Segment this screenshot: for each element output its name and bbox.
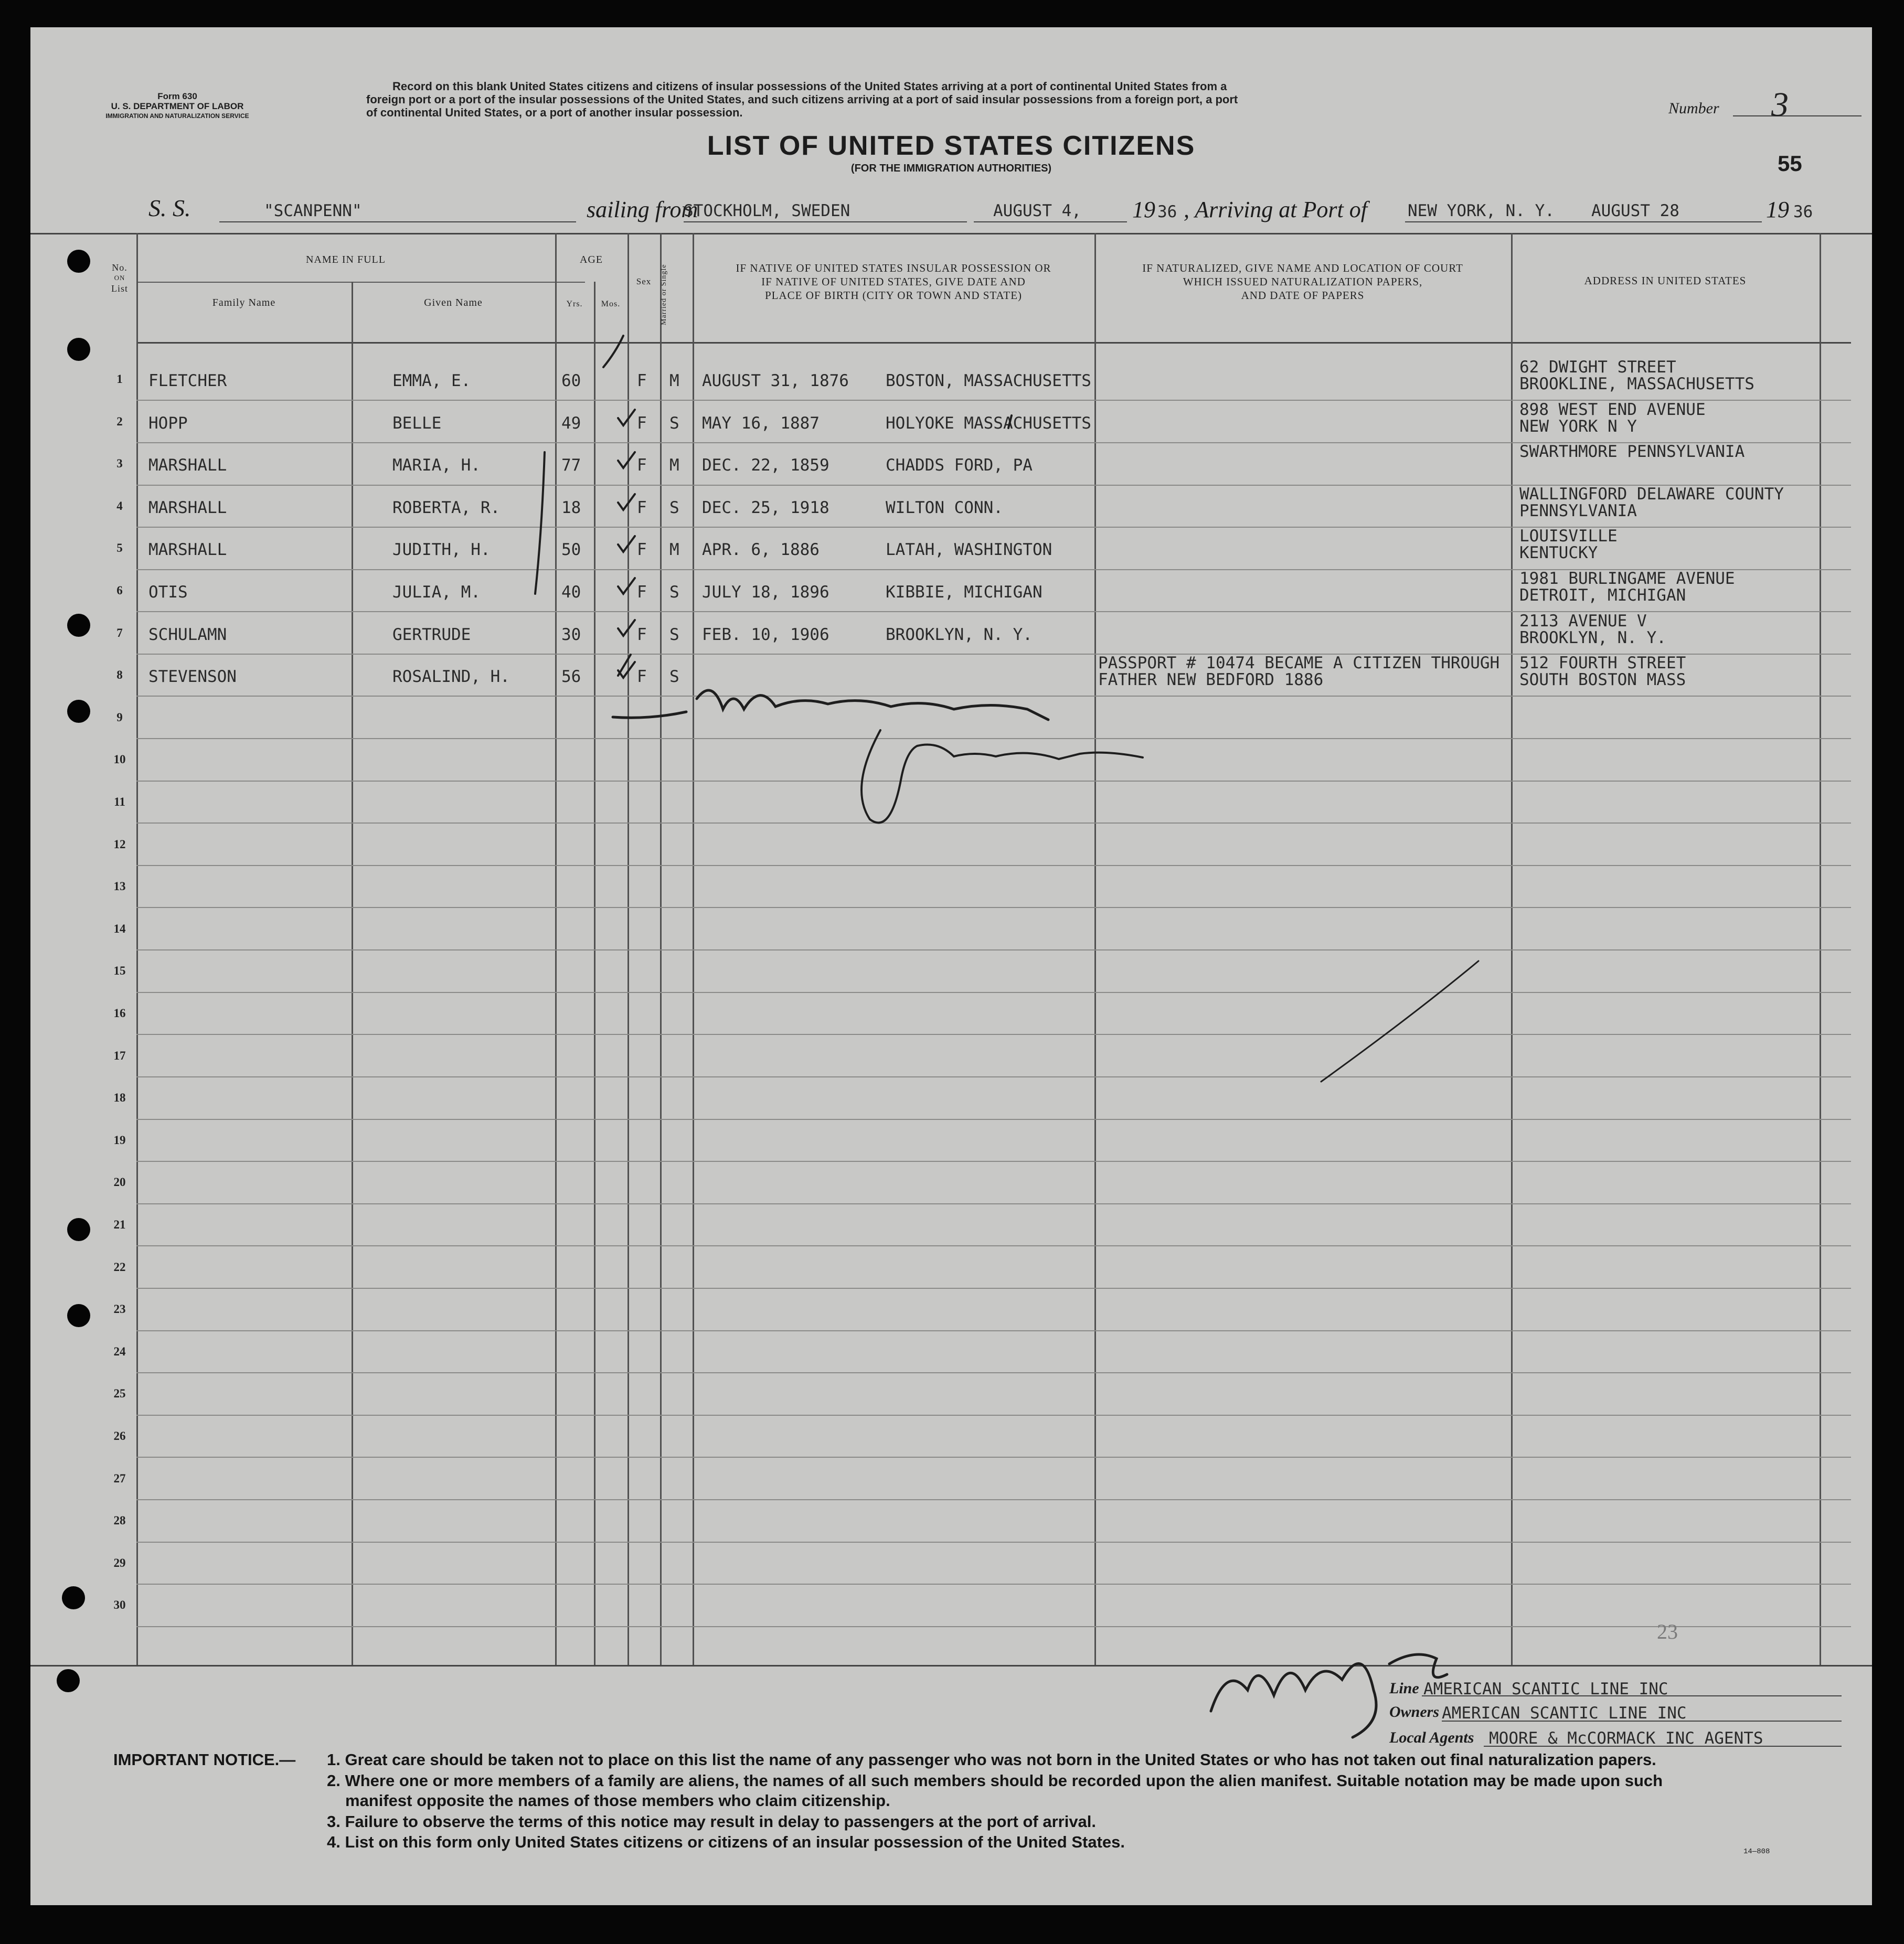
birth-date: DEC. 25, 1918 [702,498,829,517]
row-number: 4 [116,499,123,512]
form-code: 14—808 [1743,1847,1770,1856]
row-number: 6 [116,584,123,597]
line-label: Line [1389,1680,1419,1697]
header-on-text: ON [114,274,125,282]
stamp-number: 23 [1657,1620,1678,1643]
tick-mark [618,620,635,636]
address-line: 2113 AVENUE V [1519,612,1647,631]
row-number: 17 [113,1049,126,1062]
row-number: 1 [116,372,123,386]
header-naturalized-line: WHICH ISSUED NATURALIZATION PAPERS, [1183,275,1423,288]
row-number: 22 [113,1261,126,1274]
marital-status: S [669,414,679,433]
notice-item-2: 2. Where one or more members of a family are aliens, the names of all such members should be recorded upon the alien manifest. Suitable notation may be made upon such [327,1771,1663,1790]
address-line: NEW YORK N Y [1519,417,1637,436]
marital-status: M [669,540,679,559]
arrival-port: NEW YORK, N. Y. [1408,201,1555,220]
tick-mark [1008,415,1012,428]
birth-date: AUGUST 31, 1876 [702,371,849,390]
notice-item-4: 4. List on this form only United States citizens or citizens of an insular possession of the United States. [327,1833,1125,1851]
tick-mark [618,494,635,510]
given-name: BELLE [392,414,442,433]
row-number: 14 [113,922,126,935]
sailing-from: STOCKHOLM, SWEDEN [684,201,850,220]
age-years: 60 [561,371,581,390]
year-1: 36 [1157,202,1177,221]
header-naturalized-line: IF NATURALIZED, GIVE NAME AND LOCATION OF COURT [1142,262,1463,274]
header-yrs: Yrs. [566,300,583,308]
sex: F [637,667,647,686]
given-name: GERTRUDE [392,625,471,644]
row-number: 21 [113,1218,126,1231]
family-name: SCHULAMN [148,625,227,644]
birth-date: MAY 16, 1887 [702,414,820,433]
row-number: 13 [113,880,126,893]
list-number-label: Number [1668,100,1719,117]
row-number: 30 [113,1598,126,1611]
row-number: 23 [113,1302,126,1316]
given-name: ROSALIND, H. [392,667,510,686]
signature-inspector [613,690,1048,720]
tick-mark [603,336,623,367]
year-2: 36 [1793,202,1813,221]
birth-place: CHADDS FORD, PA [886,456,1033,475]
age-years: 30 [561,625,581,644]
address-line: BROOKLYN, N. Y. [1519,628,1666,647]
marital-status: S [669,498,679,517]
birth-date: DEC. 22, 1859 [702,456,829,475]
given-name: MARIA, H. [392,456,481,475]
notice-item-2-cont: manifest opposite the names of those members who claim citizenship. [345,1791,890,1810]
header-age: AGE [579,254,603,265]
row-number: 20 [113,1176,126,1189]
ship-name: "SCANPENN" [264,201,362,220]
given-name: EMMA, E. [392,371,471,390]
form-subtitle: (FOR THE IMMIGRATION AUTHORITIES) [850,163,1052,174]
signature-inspector [861,730,1143,823]
birth-place: WILTON CONN. [886,498,1003,517]
notice-heading: IMPORTANT NOTICE.— [113,1750,296,1769]
row-number: 26 [113,1429,126,1443]
header-name-in-full: NAME IN FULL [306,254,386,265]
page-number: 55 [1778,151,1802,176]
marital-status: S [669,583,679,602]
birth-place: LATAH, WASHINGTON [886,540,1052,559]
arriving-label: , Arriving at Port of [1184,197,1367,222]
pen-stroke [1321,961,1478,1082]
row-number: 7 [116,626,123,639]
address-line: 1981 BURLINGAME AVENUE [1519,569,1735,588]
row-number: 28 [113,1514,126,1527]
header-sex: Sex [636,276,652,286]
birth-place: BROOKLYN, N. Y. [886,625,1033,644]
form-number: Form 630 [157,91,197,101]
row-number: 27 [113,1472,126,1485]
sailing-label: sailing from [587,197,698,222]
row-number: 19 [113,1134,126,1147]
family-name: FLETCHER [148,371,227,390]
sex: F [637,625,647,644]
header-address: ADDRESS IN UNITED STATES [1584,274,1747,287]
header-mos: Mos. [601,300,621,308]
address-line: LOUISVILLE [1519,527,1618,546]
marital-status: M [669,456,679,475]
depart-date: AUGUST 4, [993,201,1081,220]
owners-label: Owners [1389,1703,1440,1721]
handwritten-annotations [30,27,1872,1905]
header-married-single: Married or Single [660,264,668,326]
agents-value: MOORE & McCORMACK INC AGENTS [1489,1729,1763,1748]
birth-date: FEB. 10, 1906 [702,625,829,644]
row-number: 10 [113,753,126,766]
naturalization-line: FATHER NEW BEDFORD 1886 [1098,670,1324,689]
address-line: PENNSYLVANIA [1519,501,1637,520]
address-line: KENTUCKY [1519,543,1598,562]
birth-place: BOSTON, MASSACHUSETTS [886,371,1091,390]
sex: F [637,540,647,559]
header-list-text: List [111,283,128,294]
naturalization-line: PASSPORT # 10474 BECAME A CITIZEN THROUGH [1098,654,1500,672]
row-number: 24 [113,1345,126,1358]
given-name: ROBERTA, R. [392,498,501,517]
year-prefix-2: 19 [1766,197,1789,222]
row-number: 9 [116,711,123,724]
family-name: MARSHALL [148,456,227,475]
agents-label: Local Agents [1389,1729,1474,1746]
row-number: 16 [113,1007,126,1020]
row-number: 29 [113,1556,126,1569]
line-value: AMERICAN SCANTIC LINE INC [1423,1680,1668,1699]
age-years: 18 [561,498,581,517]
row-number: 15 [113,964,126,977]
given-name: JUDITH, H. [392,540,491,559]
age-years: 40 [561,583,581,602]
notice-item-3: 3. Failure to observe the terms of this notice may result in delay to passengers at the port of arrival. [327,1812,1097,1831]
address-line: WALLINGFORD DELAWARE COUNTY [1519,485,1784,504]
row-number: 2 [116,415,123,428]
family-name: OTIS [148,583,188,602]
sex: F [637,498,647,517]
tick-mark [618,578,635,594]
header-native-line: IF NATIVE OF UNITED STATES INSULAR POSSESSION OR [736,262,1051,274]
header-given-name: Given Name [424,297,483,308]
header-no-text: No. [112,262,127,273]
marital-status: S [669,667,679,686]
row-number: 12 [113,838,126,851]
birth-date: JULY 18, 1896 [702,583,829,602]
sex: F [637,414,647,433]
header-family-name: Family Name [212,297,276,308]
tick-mark [618,536,635,552]
family-name: MARSHALL [148,498,227,517]
row-number: 18 [113,1091,126,1104]
form-department: U. S. DEPARTMENT OF LABOR [111,101,244,111]
owners-value: AMERICAN SCANTIC LINE INC [1442,1704,1687,1723]
form-service: IMMIGRATION AND NATURALIZATION SERVICE [105,112,249,120]
list-number-value: 3 [1771,86,1789,124]
year-prefix-1: 19 [1132,197,1155,222]
header-native-line: IF NATIVE OF UNITED STATES, GIVE DATE AND [761,275,1026,288]
row-number: 3 [116,457,123,470]
sex: F [637,456,647,475]
row-number: 8 [116,668,123,681]
ss-label: S. S. [148,195,191,221]
tick-mark [618,410,635,425]
arrival-date: AUGUST 28 [1591,201,1679,220]
marital-status: M [669,371,679,390]
document-page [30,27,1872,1905]
birth-date: APR. 6, 1886 [702,540,820,559]
tick-mark [618,655,631,676]
family-name: STEVENSON [148,667,237,686]
header-native-line: PLACE OF BIRTH (CITY OR TOWN AND STATE) [764,289,1023,302]
given-name: JULIA, M. [392,583,481,602]
sex: F [637,371,647,390]
marital-status: S [669,625,679,644]
row-number: 25 [113,1387,126,1400]
age-years: 56 [561,667,581,686]
address-line: DETROIT, MICHIGAN [1519,586,1686,605]
instruction-line: of continental United States, or a port of another insular possession. [366,106,743,119]
notice-item-1: 1. Great care should be taken not to place on this list the name of any passenger who was not born in the United States or who has not taken out final naturalization papers. [327,1750,1656,1769]
address-line: SOUTH BOSTON MASS [1519,670,1686,689]
address-line: BROOKLINE, MASSACHUSETTS [1519,375,1754,393]
age-years: 50 [561,540,581,559]
bracket-line [535,452,545,594]
row-number: 11 [114,795,125,808]
sex: F [637,583,647,602]
header-naturalized-line: AND DATE OF PAPERS [1241,289,1365,302]
tick-mark [618,452,635,468]
row-number: 5 [116,541,123,554]
address-line: 512 FOURTH STREET [1519,654,1686,672]
instruction-line: foreign port or a port of the insular possessions of the United States, and such citizens arriving at a port of said insular possessions from a foreign port, a port [366,93,1238,106]
birth-place: HOLYOKE MASSACHUSETTS [886,414,1091,433]
address-line: 898 WEST END AVENUE [1519,400,1706,419]
form-title: LIST OF UNITED STATES CITIZENS [707,131,1196,161]
age-years: 77 [561,456,581,475]
address-line: SWARTHMORE PENNSYLVANIA [1519,442,1745,461]
address-line: 62 DWIGHT STREET [1519,358,1676,377]
birth-place: KIBBIE, MICHIGAN [886,583,1043,602]
instruction-line: Record on this blank United States citizens and citizens of insular possessions of the United States arriving at a port of continental United States from a [392,80,1227,93]
age-years: 49 [561,414,581,433]
family-name: MARSHALL [148,540,227,559]
family-name: HOPP [148,414,188,433]
